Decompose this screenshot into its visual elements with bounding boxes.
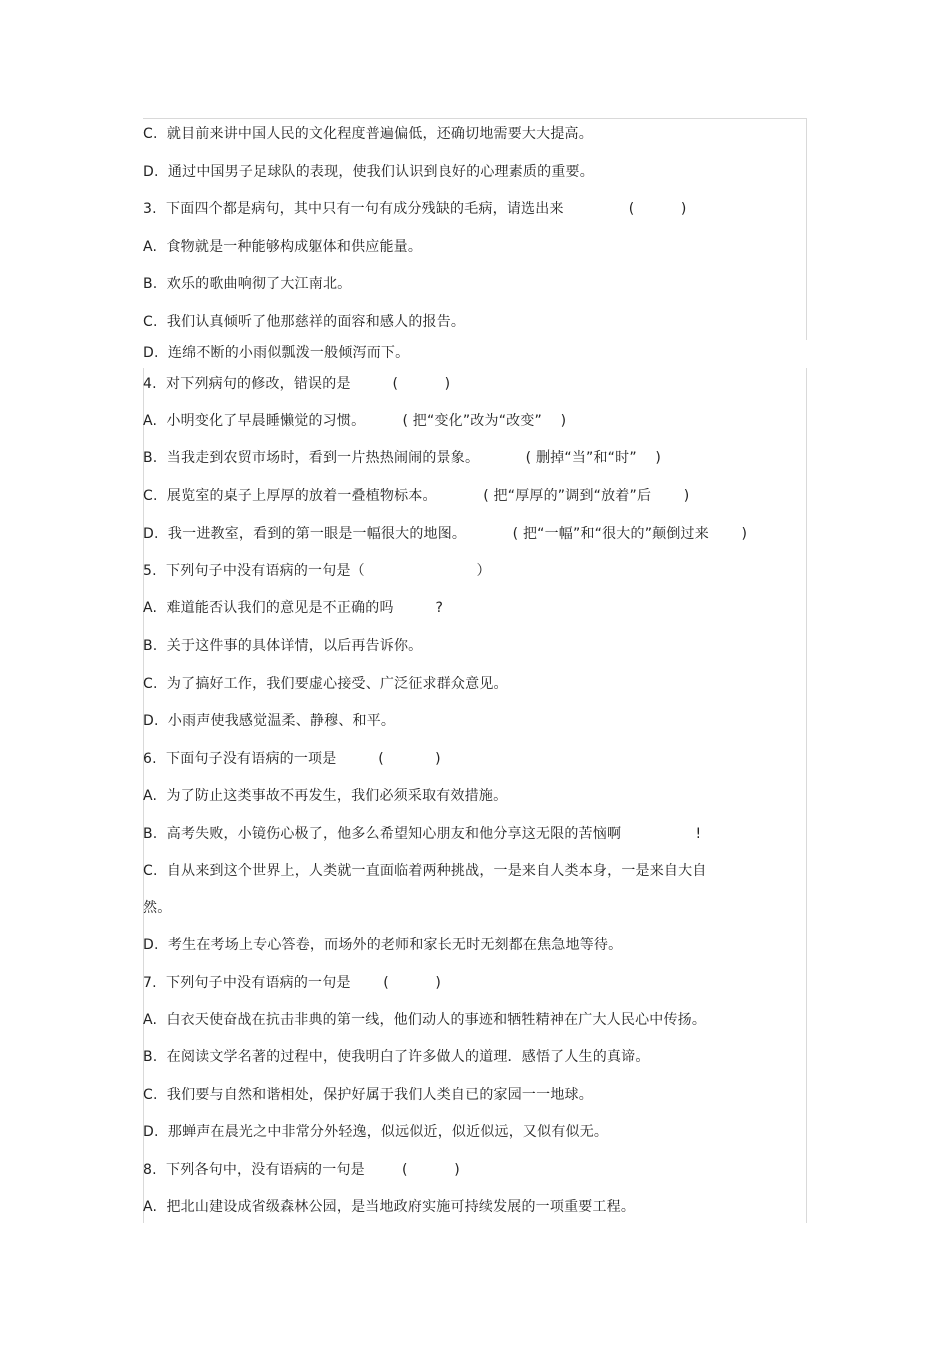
text-line: C. 为了搞好工作，我们要虚心接受、广泛征求群众意见。 — [143, 676, 508, 692]
question-6: 6. 下面句子没有语病的一项是 ( ) — [143, 751, 441, 767]
question-5: 5. 下列句子中没有语病的一句是（ ） — [143, 563, 491, 579]
frame-right-line-lower — [806, 368, 807, 1223]
text-line: D. 那蝉声在晨光之中非常分外轻逸，似远似近，似近似远，又似有似无。 — [143, 1124, 609, 1140]
frame-right-line-upper — [806, 118, 807, 340]
text-line: A. 小明变化了早晨睡懒觉的习惯。 ( 把“变化”改为“改变” ) — [143, 413, 567, 429]
text-line: D. 考生在考场上专心答卷，而场外的老师和家长无时无刻都在焦急地等待。 — [143, 937, 623, 953]
text-line: D. 我一进教室，看到的第一眼是一幅很大的地图。 ( 把“一幅”和“很大的”颠倒过来 ) — [143, 526, 748, 542]
question-7: 7. 下列句子中没有语病的一句是 ( ) — [143, 975, 442, 991]
text-line: B. 欢乐的歌曲响彻了大江南北。 — [143, 276, 352, 292]
text-line: D. 小雨声使我感觉温柔、静穆、和平。 — [143, 713, 396, 729]
text-line: C. 我们认真倾听了他那慈祥的面容和感人的报告。 — [143, 314, 466, 330]
text-line: B. 在阅读文学名著的过程中，使我明白了许多做人的道理．感悟了人生的真谛。 — [143, 1049, 650, 1065]
frame-top-line — [143, 118, 807, 119]
text-line: A. 白衣天使奋战在抗击非典的第一线，他们动人的事迹和牺牲精神在广大人民心中传扬。 — [143, 1012, 707, 1028]
text-line: B. 当我走到农贸市场时，看到一片热热闹闹的景象。 ( 删掉“当”和“时” ) — [143, 450, 662, 466]
text-line: C. 就目前来讲中国人民的文化程度普遍偏低，还确切地需要大大提高。 — [143, 126, 593, 142]
question-8: 8. 下列各句中，没有语病的一句是 ( ) — [143, 1162, 460, 1178]
text-line: B. 高考失败，小镜伤心极了，他多么希望知心朋友和他分享这无限的苦恼啊 ! — [143, 826, 702, 842]
text-line: D. 连绵不断的小雨似瓢泼一般倾泻而下。 — [143, 345, 410, 361]
text-line: D. 通过中国男子足球队的表现，使我们认识到良好的心理素质的重要。 — [143, 164, 594, 180]
text-line: C. 我们要与自然和谐相处，保护好属于我们人类自已的家园一一地球。 — [143, 1087, 593, 1103]
text-line: 然。 — [143, 900, 172, 916]
question-4: 4. 对下列病句的修改，错误的是 ( ) — [143, 376, 451, 392]
question-3: 3. 下面四个都是病句，其中只有一句有成分残缺的毛病，请选出来 ( ) — [143, 201, 687, 217]
text-line: A. 把北山建设成省级森林公园，是当地政府实施可持续发展的一项重要工程。 — [143, 1199, 636, 1215]
text-line: C. 展览室的桌子上厚厚的放着一叠植物标本。 ( 把“厚厚的”调到“放着”后 ) — [143, 488, 690, 504]
text-line: C. 自从来到这个世界上，人类就一直面临着两种挑战，一是来自人类本身，一是来自大自 — [143, 863, 707, 879]
text-line: B. 关于这件事的具体详情，以后再告诉你。 — [143, 638, 423, 654]
text-line: A. 难道能否认我们的意见是不正确的吗 ? — [143, 600, 444, 616]
text-line: A. 为了防止这类事故不再发生，我们必须采取有效措施。 — [143, 788, 508, 804]
text-line: A. 食物就是一种能够构成躯体和供应能量。 — [143, 239, 423, 255]
